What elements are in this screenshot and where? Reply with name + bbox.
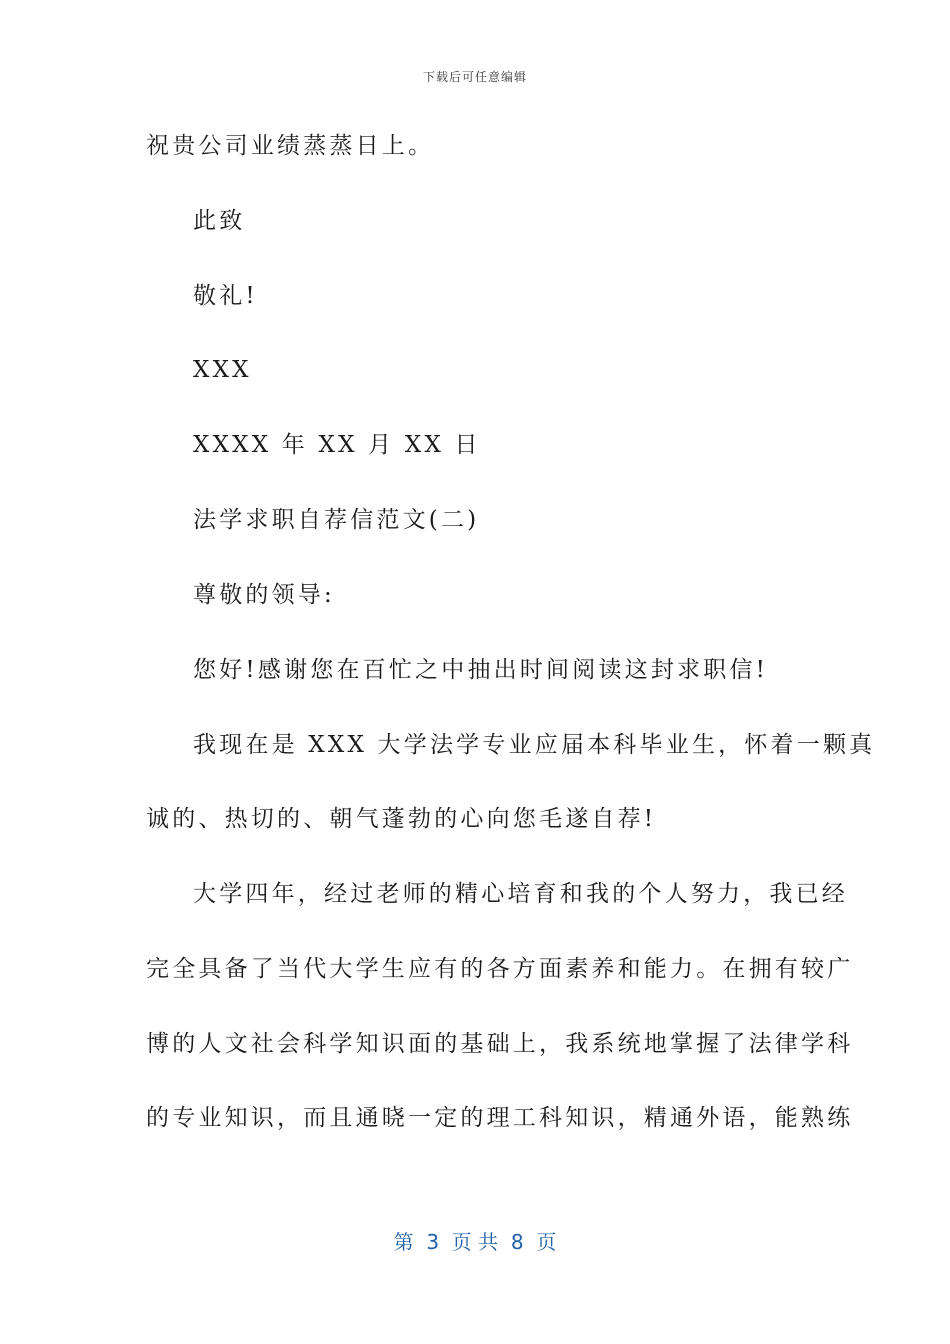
body-line-section-title: 法学求职自荐信范文(二) — [193, 507, 480, 533]
body-line-para-4: 的专业知识，而且通晓一定的理工科知识，精通外语，能熟练 — [146, 1105, 854, 1131]
body-line-thanks: 您好!感谢您在百忙之中抽出时间阅读这封求职信! — [193, 657, 769, 683]
body-line-para-3: 博的人文社会科学知识面的基础上，我系统地掌握了法律学科 — [146, 1031, 854, 1057]
body-line-regards: 敬礼! — [193, 283, 258, 309]
header-note: 下载后可任意编辑 — [422, 70, 527, 84]
body-line-intro-1: 我现在是 XXX 大学法学专业应届本科毕业生，怀着一颗真 — [193, 732, 876, 758]
body-line-para-2: 完全具备了当代大学生应有的各方面素养和能力。在拥有较广 — [146, 956, 854, 982]
body-line-intro-2: 诚的、热切的、朝气蓬勃的心向您毛遂自荐! — [146, 806, 657, 832]
body-line-closing-wish: 祝贵公司业绩蒸蒸日上。 — [146, 133, 435, 159]
body-line-salutation: 此致 — [193, 208, 246, 234]
page-number-footer: 第 3 页 共 8 页 — [393, 1230, 557, 1254]
body-line-para-1: 大学四年，经过老师的精心培育和我的个人努力，我已经 — [193, 881, 848, 907]
body-line-date: XXXX 年 XX 月 XX 日 — [193, 432, 481, 458]
body-line-greeting: 尊敬的领导: — [193, 582, 335, 608]
body-line-signature: XXX — [193, 357, 252, 383]
